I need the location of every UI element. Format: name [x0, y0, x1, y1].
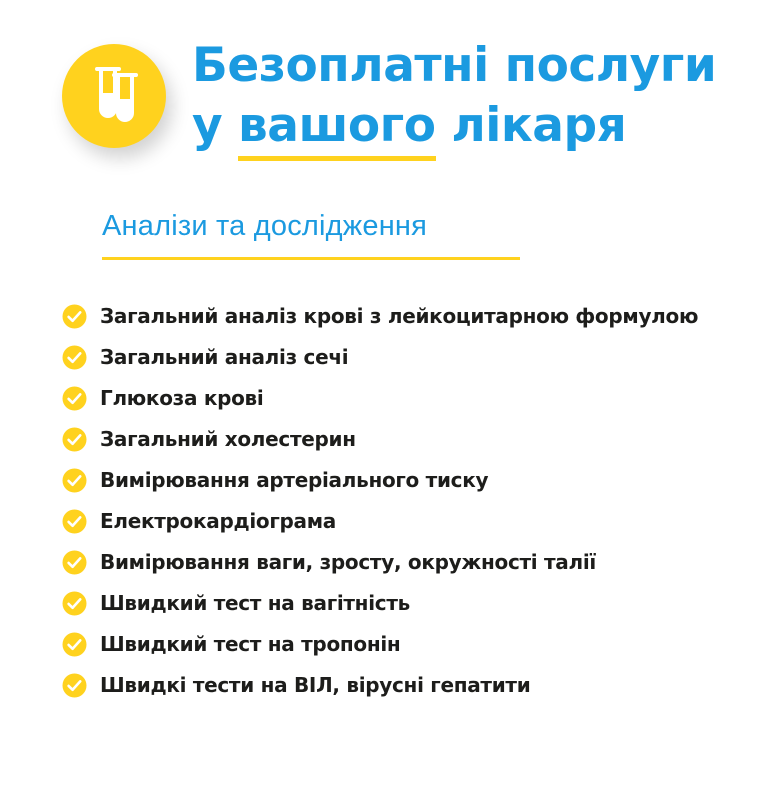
section-header — [102, 210, 781, 260]
title-suffix: лікаря — [435, 98, 627, 153]
check-circle-icon — [62, 304, 87, 329]
poster-header — [0, 0, 781, 154]
service-label: Електрокардіограма — [100, 509, 336, 533]
service-label: Загальний аналіз крові з лейкоцитарною формулою — [100, 304, 699, 328]
service-label: Вимірювання артеріального тиску — [100, 468, 489, 492]
list-item — [62, 550, 781, 575]
check-circle-icon — [62, 591, 87, 616]
poster-title-line-1: Безоплатні послуги — [192, 38, 717, 93]
list-item — [62, 509, 781, 534]
list-item — [62, 345, 781, 370]
service-label: Загальний аналіз сечі — [100, 345, 349, 369]
test-tubes-icon — [88, 63, 140, 130]
list-item — [62, 304, 781, 329]
service-label: Швидкі тести на ВІЛ, вірусні гепатити — [100, 673, 531, 697]
list-item — [62, 386, 781, 411]
title-prefix: у — [192, 98, 238, 153]
list-item — [62, 591, 781, 616]
title-block — [192, 38, 716, 154]
service-label: Швидкий тест на тропонін — [100, 632, 401, 656]
title-underlined-word: вашого — [238, 98, 436, 153]
check-circle-icon — [62, 509, 87, 534]
section-title: Аналізи та дослідження — [102, 210, 428, 242]
list-item — [62, 427, 781, 452]
check-circle-icon — [62, 673, 87, 698]
service-label: Глюкоза крові — [100, 386, 264, 410]
services-list — [0, 304, 781, 698]
check-circle-icon — [62, 427, 87, 452]
check-circle-icon — [62, 468, 87, 493]
check-circle-icon — [62, 550, 87, 575]
check-circle-icon — [62, 345, 87, 370]
service-label: Швидкий тест на вагітність — [100, 591, 410, 615]
list-item — [62, 468, 781, 493]
list-item — [62, 673, 781, 698]
list-item — [62, 632, 781, 657]
poster-title-line-2 — [192, 98, 716, 154]
service-label: Загальний холестерин — [100, 427, 356, 451]
service-label: Вимірювання ваги, зросту, окружності талії — [100, 550, 596, 574]
section-divider — [102, 257, 520, 260]
check-circle-icon — [62, 386, 87, 411]
check-circle-icon — [62, 632, 87, 657]
logo-badge — [62, 44, 166, 148]
